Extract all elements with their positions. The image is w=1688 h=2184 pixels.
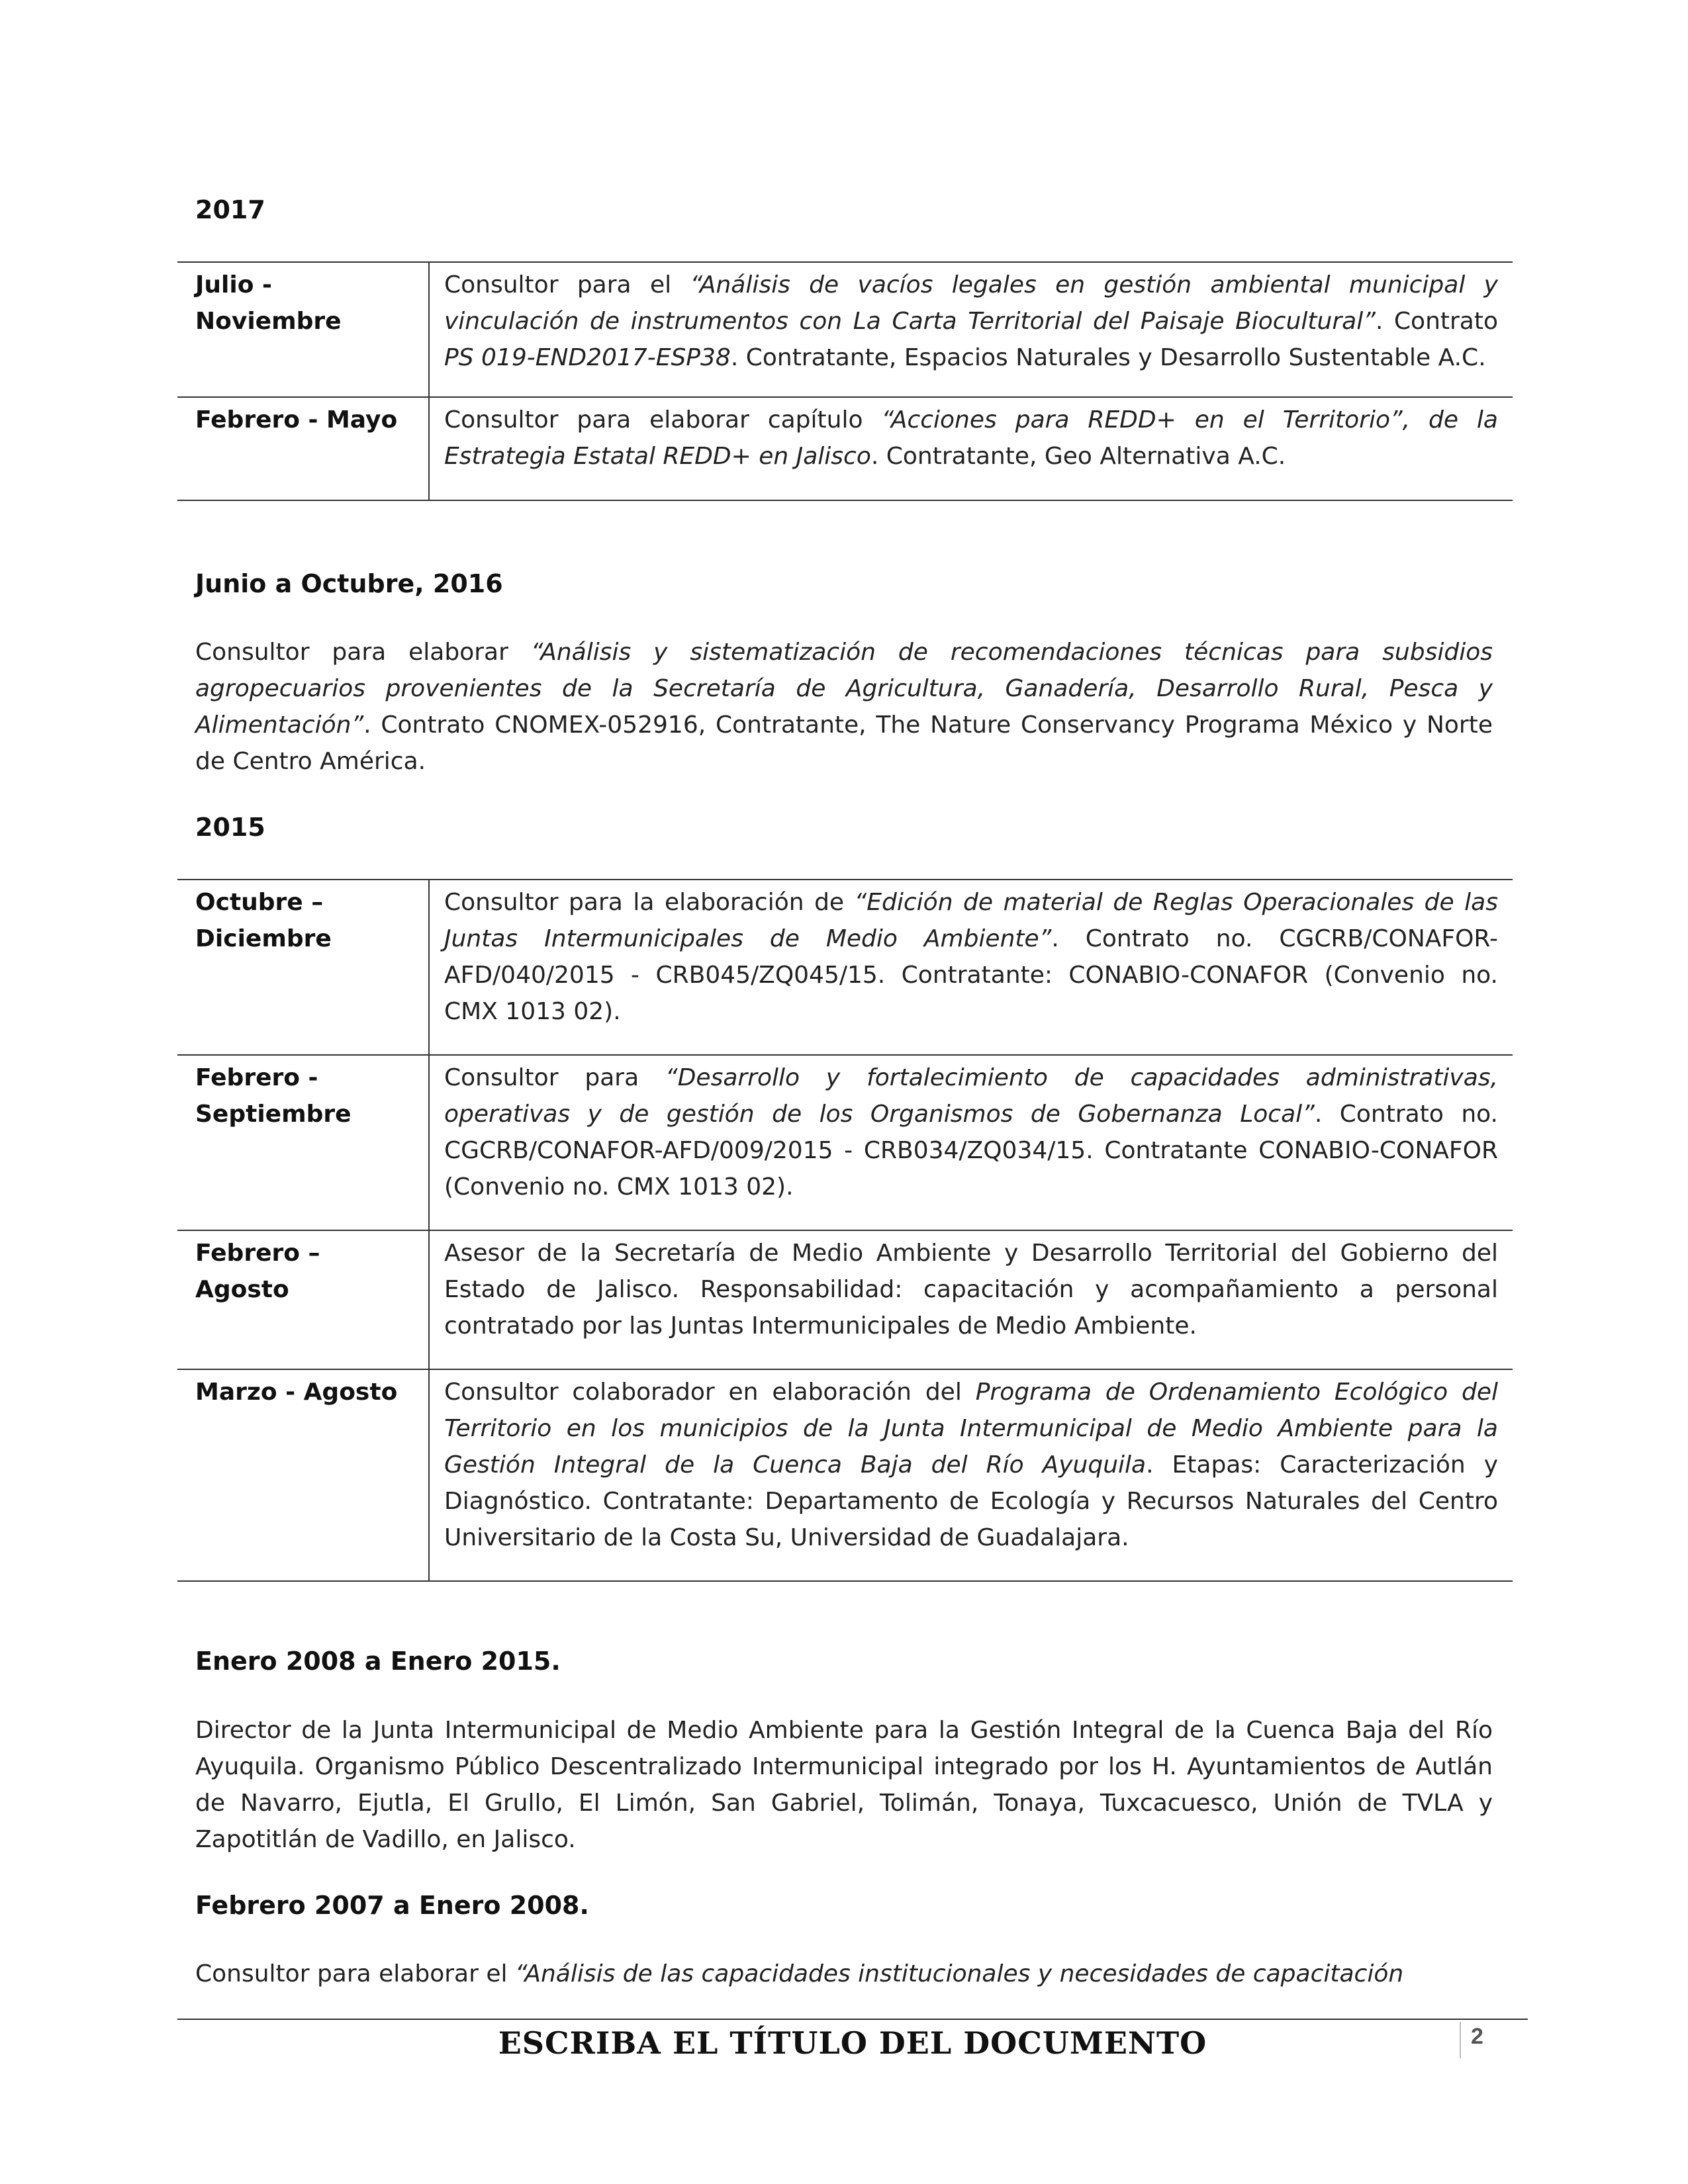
footer-separator — [1460, 2022, 1461, 2058]
row-description: Consultor para elaborar capítulo “Acciones para REDD+ en el Territorio”, de la Estrategia Estatal REDD+ en Jalisco. Contratante, Geo Alternativa A.C. — [444, 406, 1498, 470]
row-date: Febrero – Agosto — [177, 1230, 429, 1369]
table-row — [177, 1230, 1513, 1369]
section-heading-2016: Junio a Octubre, 2016 — [195, 569, 503, 598]
paragraph-2016: Consultor para elaborar “Análisis y sistematización de recomendaciones técnicas para subsidios agropecuarios provenientes de la Secretaría de Agricultura, Ganadería, Desarrollo Rural, Pesca y Alimentación”. Contrato CNOMEX-052916, Contratante, The Nature Conservancy Programa México y Norte de Centro América. — [195, 639, 1493, 775]
paragraph-2008: Director de la Junta Intermunicipal de Medio Ambiente para la Gestión Integral de la Cuenca Baja del Río Ayuquila. Organismo Público Descentralizado Intermunicipal integrado por los H. Ayuntamientos de Autlán de Navarro, Ejutla, El Grullo, El Limón, San Gabriel, Tolimán, Tonaya, Tuxcacuesco, Unión de TVLA y Zapotitlán de Vadillo, en Jalisco. — [195, 1717, 1493, 1853]
footer-rule — [177, 2019, 1528, 2020]
row-description: Consultor para la elaboración de “Edición de material de Reglas Operacionales de las Juntas Intermunicipales de Medio Ambiente”. Contrato no. CGCRB/CONAFOR-AFD/040/2015 - CRB045/ZQ045/15. Contratante: CONABIO-CONAFOR (Convenio no. CMX 1013 02). — [444, 889, 1498, 1025]
section-heading-2007: Febrero 2007 a Enero 2008. — [195, 1891, 589, 1920]
row-date: Octubre – Diciembre — [177, 880, 429, 1055]
table-row — [177, 1369, 1513, 1581]
table-row — [177, 397, 1513, 500]
row-description: Asesor de la Secretaría de Medio Ambiente y Desarrollo Territorial del Gobierno del Estado de Jalisco. Responsabilidad: capacitación y acompañamiento a personal contratado por las Juntas Intermunicipales de Medio Ambiente. — [444, 1240, 1498, 1340]
table-row — [177, 880, 1513, 1055]
row-date: Julio - Noviembre — [177, 262, 429, 397]
table-2015 — [177, 879, 1513, 1582]
row-description: Consultor colaborador en elaboración del Programa de Ordenamiento Ecológico del Territorio en los municipios de la Junta Intermunicipal de Medio Ambiente para la Gestión Integral de la Cuenca Baja del Río Ayuquila. Etapas: Caracterización y Diagnóstico. Contratante: Departamento de Ecología y Recursos Naturales del Centro Universitario de la Costa Su, Universidad de Guadalajara. — [444, 1379, 1498, 1551]
table-row — [177, 1055, 1513, 1230]
footer-document-title: ESCRIBA EL TÍTULO DEL DOCUMENTO — [498, 2025, 1207, 2061]
row-date: Febrero - Mayo — [177, 397, 429, 500]
row-date: Marzo - Agosto — [177, 1369, 429, 1581]
section-heading-2017: 2017 — [195, 195, 265, 224]
row-description: Consultor para el “Análisis de vacíos legales en gestión ambiental municipal y vinculación de instrumentos con La Carta Territorial del Paisaje Biocultural”. Contrato PS 019-END2017-ESP38. Contratante, Espacios Naturales y Desarrollo Sustentable A.C. — [444, 271, 1499, 371]
paragraph-2007: Consultor para elaborar el “Análisis de las capacidades institucionales y necesidades de capacitación — [195, 1960, 1404, 1987]
table-2017 — [177, 261, 1513, 501]
row-description: Consultor para “Desarrollo y fortalecimiento de capacidades administrativas, operativas y de gestión de los Organismos de Gobernanza Local”. Contrato no. CGCRB/CONAFOR-AFD/009/2015 - CRB034/ZQ034/15. Contratante CONABIO-CONAFOR (Convenio no. CMX 1013 02). — [444, 1064, 1498, 1201]
section-heading-2015: 2015 — [195, 813, 265, 842]
page-number: 2 — [1471, 2024, 1483, 2049]
row-date: Febrero - Septiembre — [177, 1055, 429, 1230]
table-row — [177, 262, 1513, 397]
section-heading-2008: Enero 2008 a Enero 2015. — [195, 1647, 561, 1676]
